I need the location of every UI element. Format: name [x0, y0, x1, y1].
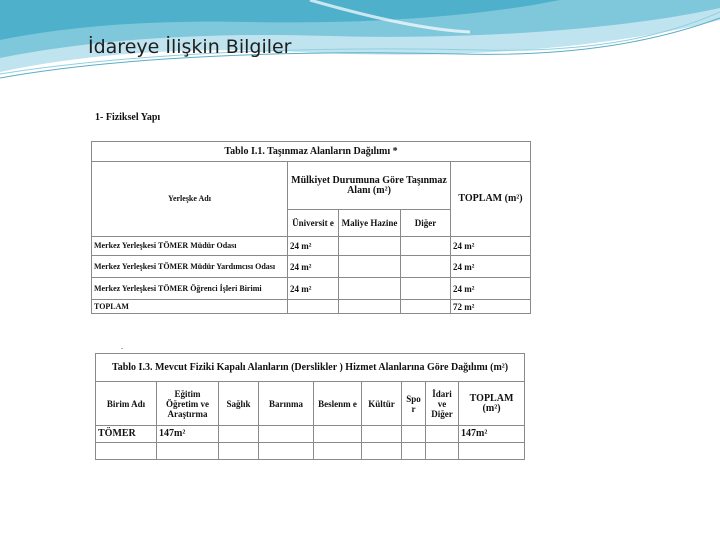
table1-cell-university: 24 m²: [288, 256, 339, 278]
table2-cell: [314, 443, 362, 460]
table2-header: Sağlık: [219, 382, 259, 426]
table-property-areas: [91, 141, 531, 314]
table-row: [92, 237, 531, 256]
table1-sub-university: Üniversit e: [288, 210, 339, 237]
table2-header: Barınma: [259, 382, 314, 426]
table2-caption: Tablo I.3. Mevcut Fiziki Kapalı Alanların (Derslikler ) Hizmet Alanlarına Göre Dağılımı (m²): [96, 354, 525, 382]
table2-cell: [362, 426, 402, 443]
table2-cell: 147m²: [157, 426, 219, 443]
table1-cell-name: TOPLAM: [92, 300, 288, 314]
table-row: [92, 278, 531, 300]
table1-cell-name: Merkez Yerleşkesi TÖMER Müdür Odası: [92, 237, 288, 256]
table1-cell-treasury: [339, 256, 401, 278]
table2-cell: 147m²: [459, 426, 525, 443]
table2-header: Spo r: [402, 382, 426, 426]
table2-header: TOPLAM (m²): [459, 382, 525, 426]
table2-cell: TÖMER: [96, 426, 157, 443]
table2-cell: [402, 443, 426, 460]
table-row: [96, 426, 525, 443]
table1-cell-other: [401, 278, 451, 300]
table1-cell-other: [401, 300, 451, 314]
table1-cell-treasury: [339, 278, 401, 300]
table-row: [92, 256, 531, 278]
table2-cell: [96, 443, 157, 460]
table2-header: Eğitim Öğretim ve Araştırma: [157, 382, 219, 426]
table2-cell: [219, 426, 259, 443]
separator-mark: .: [121, 342, 123, 351]
table1-cell-name: Merkez Yerleşkesi TÖMER Öğrenci İşleri Birimi: [92, 278, 288, 300]
table1-caption: Tablo I.1. Taşınmaz Alanların Dağılımı *: [92, 142, 531, 162]
table1-header-campus: Yerleşke Adı: [92, 162, 288, 237]
table2-cell: [219, 443, 259, 460]
table1-cell-treasury: [339, 237, 401, 256]
table1-cell-other: [401, 256, 451, 278]
table1-cell-university: 24 m²: [288, 237, 339, 256]
table2-header: Kültür: [362, 382, 402, 426]
table1-cell-university: [288, 300, 339, 314]
table2-cell: [157, 443, 219, 460]
table1-cell-total: 24 m²: [451, 278, 531, 300]
table2-cell: [259, 426, 314, 443]
section-heading: 1- Fiziksel Yapı: [95, 112, 161, 123]
table-closed-areas: [95, 353, 525, 460]
slide-title: İdareye İlişkin Bilgiler: [88, 36, 292, 58]
table2-cell: [459, 443, 525, 460]
table2-cell: [402, 426, 426, 443]
table1-header-ownership: Mülkiyet Durumuna Göre Taşınmaz Alanı (m²): [288, 162, 451, 210]
table2-cell: [314, 426, 362, 443]
table1-sub-treasury: Maliye Hazine: [339, 210, 401, 237]
table1-cell-other: [401, 237, 451, 256]
table1-cell-university: 24 m²: [288, 278, 339, 300]
table2-header: Birim Adı: [96, 382, 157, 426]
table1-header-total: TOPLAM (m²): [451, 162, 531, 237]
table2-cell: [259, 443, 314, 460]
table1-cell-total: 24 m²: [451, 237, 531, 256]
table-row: [96, 443, 525, 460]
table2-cell: [362, 443, 402, 460]
table1-cell-name: Merkez Yerleşkesi TÖMER Müdür Yardımcısı Odası: [92, 256, 288, 278]
table2-header: Beslenm e: [314, 382, 362, 426]
table2-header: İdari ve Diğer: [426, 382, 459, 426]
table1-sub-other: Diğer: [401, 210, 451, 237]
table-row: [92, 300, 531, 314]
table2-cell: [426, 426, 459, 443]
table2-cell: [426, 443, 459, 460]
table1-cell-total: 24 m²: [451, 256, 531, 278]
table1-cell-treasury: [339, 300, 401, 314]
table1-cell-total: 72 m²: [451, 300, 531, 314]
